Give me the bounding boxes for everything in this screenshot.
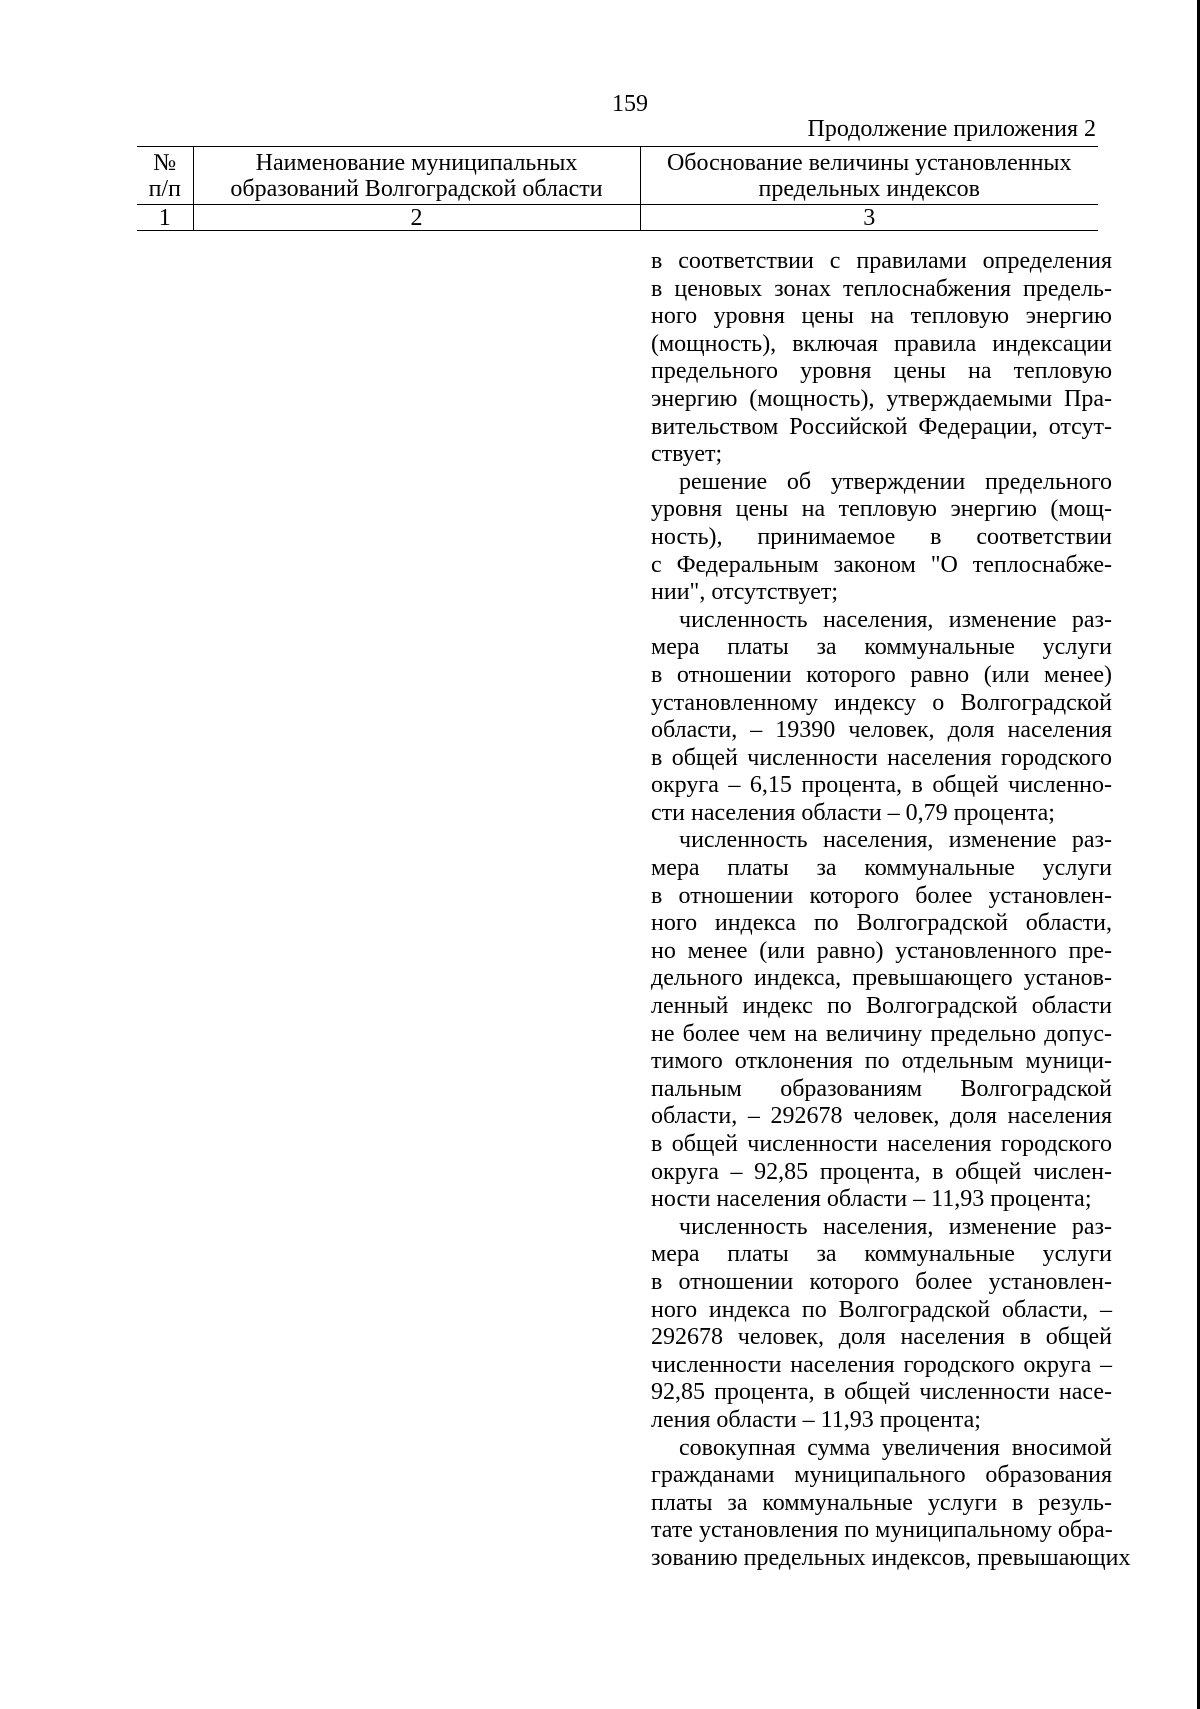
text-line: ного индекса по Волгоградской области, –: [651, 1296, 1112, 1323]
text-line: нии", отсутствует;: [651, 579, 839, 606]
text-line: гражданами муниципального образования: [651, 1462, 1112, 1489]
text-line: пальным образованиям Волгоградской: [651, 1075, 1112, 1102]
text-line: в отношении которого равно (или менее): [651, 661, 1112, 688]
body-paragraph: [651, 1434, 1131, 1573]
justification-text-column: [651, 248, 1131, 1573]
text-line: в отношении которого более установлен-: [651, 882, 1112, 909]
appendix-table-header: [137, 146, 1098, 231]
body-paragraph: [651, 248, 1112, 469]
text-line: мера платы за коммунальные услуги: [651, 1241, 1112, 1268]
text-line: области, – 292678 человек, доля населения: [651, 1103, 1112, 1130]
text-line: тимого отклонения по отдельным муници-: [651, 1048, 1112, 1075]
column-number-1: 1: [137, 205, 193, 231]
text-line: ного индекса по Волгоградской области,: [651, 910, 1112, 937]
column-header-justification: Обоснование величины установленных предельных индексов: [640, 147, 1098, 205]
column-header-municipality: Наименование муниципальных образований Волгоградской области: [193, 147, 640, 205]
text-line: ность), принимаемое в соответствии: [651, 523, 1112, 550]
text-line: в общей численности населения городского: [651, 744, 1112, 771]
text-line: ления области – 11,93 процента;: [651, 1406, 981, 1433]
text-line: совокупная сумма увеличения вносимой: [679, 1434, 1112, 1461]
text-line: 292678 человек, доля населения в общей: [651, 1324, 1112, 1351]
text-line: энергию (мощность), утверждаемыми Пра-: [651, 385, 1112, 412]
text-line: ленный индекс по Волгоградской области: [651, 993, 1112, 1020]
text-line: в отношении которого более установлен-: [651, 1268, 1112, 1295]
text-line: в общей численности населения городского: [651, 1131, 1112, 1157]
text-line: вительством Российской Федерации, отсут-: [651, 413, 1112, 440]
page-number: 159: [612, 91, 648, 117]
text-line: не более чем на величину предельно допус-: [651, 1020, 1112, 1047]
text-line: мера платы за коммунальные услуги: [651, 634, 1112, 661]
text-line: зованию предельных индексов, превышающих: [651, 1544, 1131, 1571]
text-line: сти населения области – 0,79 процента;: [651, 799, 1055, 826]
text-line: округа – 6,15 процента, в общей численно-: [651, 772, 1112, 799]
text-line: 92,85 процента, в общей численности насе-: [651, 1379, 1112, 1406]
text-line: округа – 92,85 процента, в общей числен-: [651, 1158, 1112, 1185]
text-line: численность населения, изменение раз-: [679, 1213, 1112, 1240]
text-line: в ценовых зонах теплоснабжения предель-: [651, 275, 1112, 302]
text-line: но менее (или равно) установленного пре-: [651, 937, 1112, 964]
table-header-row: [137, 147, 1098, 205]
text-line: платы за коммунальные услуги в резуль-: [651, 1489, 1112, 1516]
text-line: уровня цены на тепловую энергию (мощ-: [651, 496, 1112, 523]
text-line: дельного индекса, превышающего установ-: [651, 965, 1112, 992]
text-line: мера платы за коммунальные услуги: [651, 855, 1112, 882]
text-line: ности населения области – 11,93 процента;: [651, 1186, 1092, 1213]
text-line: решение об утверждении предельного: [679, 468, 1112, 495]
body-paragraph: [651, 827, 1112, 1213]
text-line: предельного уровня цены на тепловую: [651, 358, 1112, 385]
continuation-note: Продолжение приложения 2: [807, 116, 1096, 142]
text-line: ного уровня цены на тепловую энергию: [651, 303, 1112, 330]
column-number-3: 3: [640, 205, 1098, 231]
text-line: с Федеральным законом "О теплоснабже-: [651, 551, 1112, 578]
text-line: численности населения городского округа –: [651, 1351, 1112, 1378]
column-header-number: № п/п: [137, 147, 193, 205]
text-line: в соответствии с правилами определения: [651, 248, 1112, 274]
column-number-2: 2: [193, 205, 640, 231]
body-paragraph: [651, 607, 1112, 828]
text-line: тате установления по муниципальному обра-: [651, 1517, 1113, 1544]
body-paragraph: [651, 469, 1112, 607]
table-column-numbers-row: [137, 205, 1098, 231]
body-paragraph: [651, 1214, 1112, 1435]
text-line: области, – 19390 человек, доля населения: [651, 717, 1112, 744]
text-line: численность населения, изменение раз-: [679, 827, 1112, 854]
text-line: (мощность), включая правила индексации: [651, 330, 1112, 357]
text-line: установленному индексу о Волгоградской: [651, 689, 1112, 716]
text-line: ствует;: [651, 441, 723, 468]
text-line: численность населения, изменение раз-: [679, 606, 1112, 633]
